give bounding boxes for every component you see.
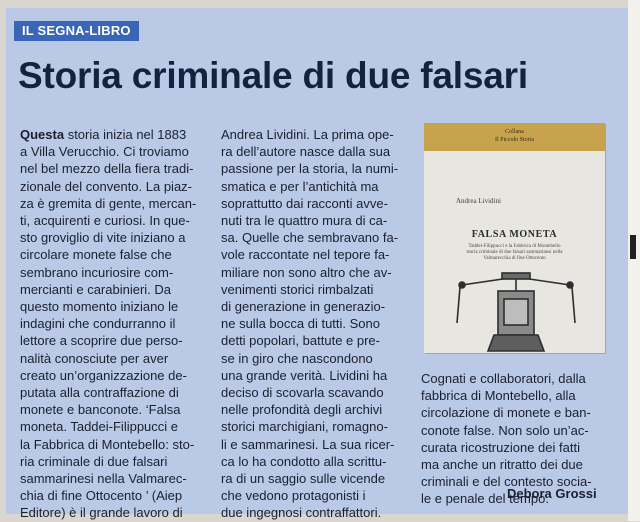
- article-line: Cognati e collaboratori, dalla: [421, 371, 586, 386]
- section-tag: IL SEGNA-LIBRO: [14, 21, 139, 41]
- article-line: ra di un saggio sulle vicende: [221, 471, 386, 487]
- article-line: passione per la storia, la numi-: [221, 161, 399, 177]
- article-line: sammarinesi nella Valmarec-: [20, 471, 187, 487]
- article-line: lettore a scoprire due perso-: [20, 333, 183, 349]
- article-line-text: storia inizia nel 1883: [64, 127, 187, 142]
- article-line: zionale del convento. La piaz-: [20, 178, 193, 194]
- article-line: li e sammarinesi. La sua ricer-: [221, 436, 395, 452]
- book-series-band: [424, 123, 605, 151]
- article-line: ca lo ha condotto alla scrittu-: [221, 453, 387, 469]
- book-cover-image: [424, 123, 605, 353]
- article-line: indagini che condurranno il: [20, 316, 176, 332]
- article-line: circolare monete false che: [20, 247, 172, 263]
- edge-mark: [630, 235, 636, 259]
- book-subtitle-line: Taddei-Filippucci e la Fabbrica di Montebello: [468, 244, 561, 249]
- article-line: za è gremita di gente, mercan-: [20, 195, 197, 211]
- lead-word: Questa: [20, 127, 65, 142]
- book-subtitle: [424, 244, 605, 262]
- article-column-1: [20, 126, 196, 522]
- article-line: circolazione di monete e ban-: [421, 405, 591, 421]
- book-author: Andrea Lividini: [456, 197, 501, 205]
- article-line: criminali e del contesto socia-: [421, 474, 592, 490]
- article-line: Editore) è il grande lavoro di: [20, 505, 183, 521]
- article-line: se in giro che nascondono: [221, 350, 373, 366]
- article-line: due ingegnosi contraffattori.: [221, 505, 382, 521]
- article-line: putata alla contraffazione di: [20, 385, 179, 401]
- article-line: fabbrica di Montebello, alla: [421, 388, 576, 404]
- book-series-name: Il Piccolo Storia: [495, 137, 534, 143]
- article-line: questo momento iniziano le: [20, 299, 179, 315]
- article-line: mercianti e carabinieri. Da: [20, 281, 172, 297]
- article-line: conote false. Non solo un’ac-: [421, 422, 589, 438]
- article-line: ne sulla bocca di tutti. Sono: [221, 316, 380, 332]
- article-line: storici marchigiani, romagno-: [221, 419, 388, 435]
- article-line: [20, 126, 196, 143]
- article-line: moneta. Taddei-Filippucci e: [20, 419, 179, 435]
- article-line: monete e banconote. ‘Falsa: [20, 402, 181, 418]
- article-line: la Fabbrica di Montebello: sto-: [20, 436, 195, 452]
- article-line: venimenti storici rimbalzati: [221, 281, 374, 297]
- book-subtitle-line: storia criminale di due falsari sammarinesi nella: [466, 250, 563, 255]
- book-title: FALSA MONETA: [471, 229, 558, 240]
- article-line: smatica e per l’antichità ma: [221, 178, 379, 194]
- article-line: curata ricostruzione dei fatti: [421, 439, 580, 455]
- coin-press-illustration: [454, 265, 578, 353]
- article-line: sa. Quelle che sembravano fa-: [221, 230, 399, 246]
- article-line: creato un’organizzazione de-: [20, 367, 187, 383]
- article-line: soprattutto dai racconti avve-: [221, 195, 388, 211]
- article-line: sembrano incuriosire com-: [20, 264, 174, 280]
- article-line: nel bel mezzo della fiera tradi-: [20, 161, 194, 177]
- article-line: detti popolari, battute e pre-: [221, 333, 380, 349]
- article-author: Debora Grossi: [507, 486, 597, 501]
- article-line: nalità conosciute per aver: [20, 350, 169, 366]
- article-line: di generazione in generazio-: [221, 299, 386, 315]
- article-line: chia di fine Ottocento ’ (Aiep: [20, 488, 183, 504]
- article-line: le e penale del tempo.: [421, 491, 549, 507]
- article-headline: Storia criminale di due falsari: [18, 55, 528, 96]
- article-line: sto groviglio di vite iniziano a: [20, 230, 186, 246]
- page-edge: [628, 0, 640, 521]
- article-line: che vedono protagonisti i: [221, 488, 366, 504]
- article-line: ria criminale di due falsari: [20, 453, 168, 469]
- article-line: ti, acquirenti e curiosi. In que-: [20, 213, 190, 229]
- article-line: Andrea Lividini. La prima ope-: [221, 127, 394, 142]
- article-line: deciso di scovarla scavando: [221, 385, 384, 401]
- article-line: ra dell’autore nasce dalla sua: [221, 144, 391, 160]
- article-line: miliare non sono altro che av-: [221, 264, 392, 280]
- article-line: vole raccontate nel tepore fa-: [221, 247, 390, 263]
- article-line: nuti tra le quattro mura di ca-: [221, 213, 388, 229]
- book-subtitle-line: Valmarecchia di fine Ottocento: [483, 256, 546, 261]
- article-line: nelle profondità degli archivi: [221, 402, 383, 418]
- article-line: una grande verità. Lividini ha: [221, 367, 388, 383]
- article-column-2: [221, 126, 398, 522]
- article-line: a Villa Verucchio. Ci troviamo: [20, 144, 189, 160]
- book-series-label: Collana: [505, 129, 524, 135]
- article-line: ma anche un ritratto dei due: [421, 457, 583, 473]
